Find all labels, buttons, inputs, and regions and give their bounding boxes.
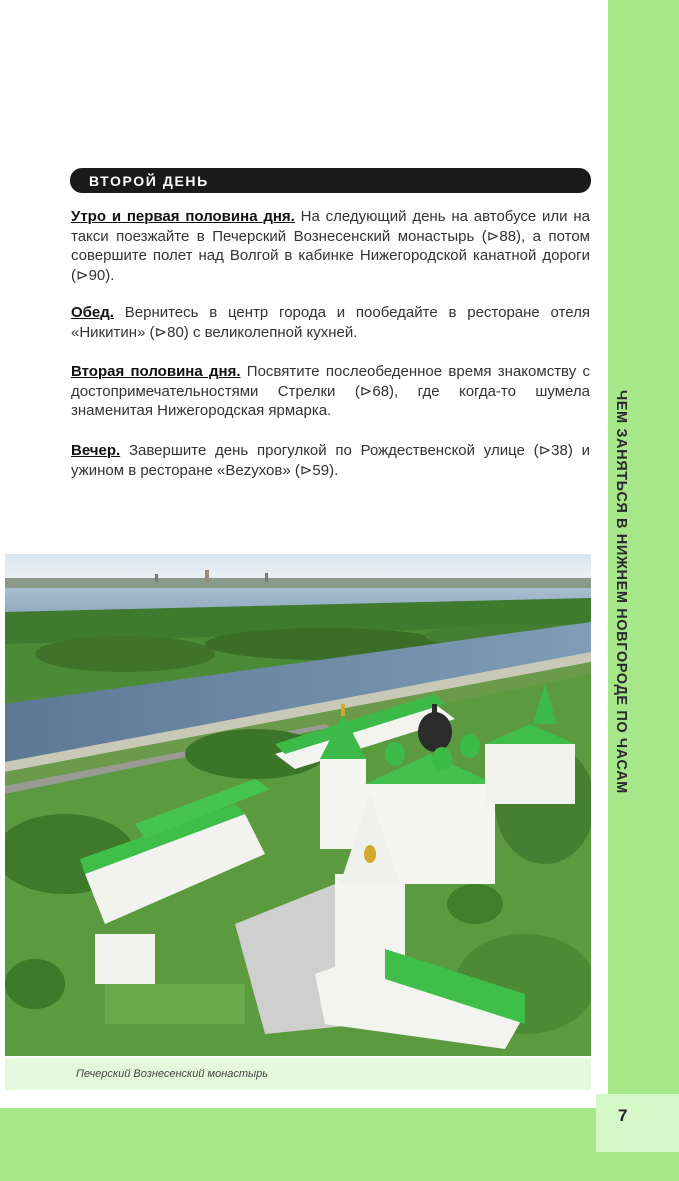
bottom-band: [0, 1108, 596, 1181]
bottom-band-corner: [596, 1152, 679, 1181]
paragraph-lead: Вторая половина дня.: [71, 363, 241, 380]
paragraph-lead: Обед.: [71, 304, 114, 321]
paragraph-afternoon: [71, 362, 590, 421]
paragraph-text: Вернитесь в центр города и пообедайте в ресторане отеля «Никитин» (⊳80) с великолепной кухней.: [71, 304, 590, 341]
paragraph-lead: Вечер.: [71, 442, 121, 459]
paragraph-morning: [71, 207, 590, 285]
paragraph-lead: Утро и первая половина дня.: [71, 208, 295, 225]
paragraph-text: Завершите день прогулкой по Рождественской улице (⊳38) и ужином в ресторане «Bezухов» (⊳59).: [71, 442, 590, 479]
paragraph-text: На следующий день на автобусе или на такси поезжайте в Печерский Вознесенский монастырь (⊳88), а потом совершите полет над Волгой в кабинке Нижегородской канатной дороги (⊳90).: [71, 208, 591, 284]
monastery-photo: [5, 554, 591, 1056]
page-number-box: [596, 1094, 679, 1152]
paragraph-text: Посвятите послеобеденное время знакомству с достопримечательностями Стрелки (⊳68), где когда-то шумела знаменитая Нижегородская ярмарка.: [71, 363, 590, 419]
page-number: 7: [618, 1106, 628, 1125]
chapter-side-title: ЧЕМ ЗАНЯТЬСЯ В НИЖНЕМ НОВГОРОДЕ ПО ЧАСАМ: [613, 390, 629, 794]
paragraph-evening: [71, 441, 590, 480]
section-header: ВТОРОЙ ДЕНЬ: [70, 168, 591, 193]
paragraph-lunch: [71, 303, 590, 342]
photo-caption: Печерский Вознесенский монастырь: [76, 1068, 269, 1080]
